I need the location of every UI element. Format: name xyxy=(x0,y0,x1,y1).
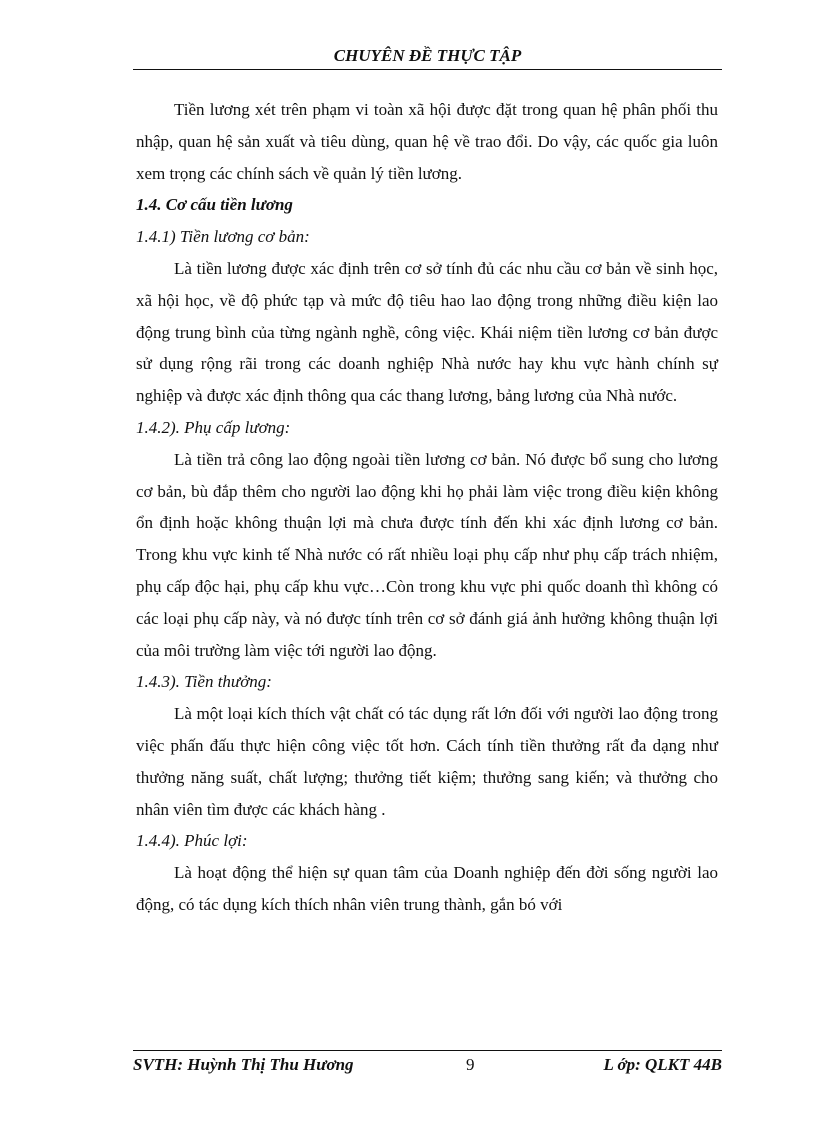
document-body xyxy=(136,94,718,921)
paragraph-welfare: Là hoạt động thể hiện sự quan tâm của Doanh nghiệp đến đời sống người lao động, có tác dụng kích thích nhân viên trung thành, gắn bó với xyxy=(136,863,718,914)
section-heading: 1.4. Cơ cấu tiền lương xyxy=(136,195,293,215)
subsection-heading-basic-salary: 1.4.1) Tiền lương cơ bản: xyxy=(136,227,310,247)
intro-paragraph: Tiền lương xét trên phạm vi toàn xã hội được đặt trong quan hệ phân phối thu nhập, quan hệ sản xuất và tiêu dùng, quan hệ về trao đổi. Do vậy, các quốc gia luôn xem trọng các chính sách về quản lý tiền lương. xyxy=(136,100,718,183)
footer-student-name: SVTH: Huỳnh Thị Thu Hương xyxy=(133,1055,354,1074)
subsection-heading-welfare: 1.4.4). Phúc lợi: xyxy=(136,831,248,851)
paragraph-allowance: Là tiền trả công lao động ngoài tiền lương cơ bản. Nó được bổ sung cho lương cơ bản, bù đắp thêm cho người lao động khi họ phải làm việc trong điều kiện không ổn định hoặc không thuận lợi mà chưa được tính đến khi xác định lương cơ bản. Trong khu vực kinh tế Nhà nước có rất nhiều loại phụ cấp như phụ cấp trách nhiệm, phụ cấp độc hại, phụ cấp khu vực…Còn trong khu vực phi quốc doanh thì không có các loại phụ cấp này, và nó được tính trên cơ sở đánh giá ảnh hưởng không thuận lợi của môi trường làm việc tới người lao động. xyxy=(136,449,718,660)
subsection-heading-allowance: 1.4.2). Phụ cấp lương: xyxy=(136,417,291,437)
subsection-heading-bonus: 1.4.3). Tiền thưởng: xyxy=(136,672,272,692)
paragraph-basic-salary: Là tiền lương được xác định trên cơ sở tính đủ các nhu cầu cơ bản về sinh học, xã hội học, về độ phức tạp và mức độ tiêu hao lao động trong những điều kiện lao động trung bình của từng ngành nghề, công việc. Khái niệm tiền lương cơ bản được sử dụng rộng rãi trong các doanh nghiệp Nhà nước hay khu vực hành chính sự nghiệp và được xác định thông qua các thang lương, bảng lương của Nhà nước. xyxy=(136,258,718,406)
page-number: 9 xyxy=(466,1055,475,1074)
page-footer xyxy=(133,1054,722,1076)
page-header-title: CHUYÊN ĐỀ THỰC TẬP xyxy=(333,46,522,65)
header-divider xyxy=(133,69,722,70)
footer-class: L ớp: QLKT 44B xyxy=(603,1055,722,1074)
footer-divider xyxy=(133,1050,722,1051)
paragraph-bonus: Là một loại kích thích vật chất có tác dụng rất lớn đối với người lao động trong việc phấn đấu thực hiện công việc tốt hơn. Cách tính tiền thưởng rất đa dạng như thưởng năng suất, chất lượng; thưởng tiết kiệm; thưởng sang kiến; và thưởng cho nhân viên tìm được các khách hàng . xyxy=(136,704,718,819)
